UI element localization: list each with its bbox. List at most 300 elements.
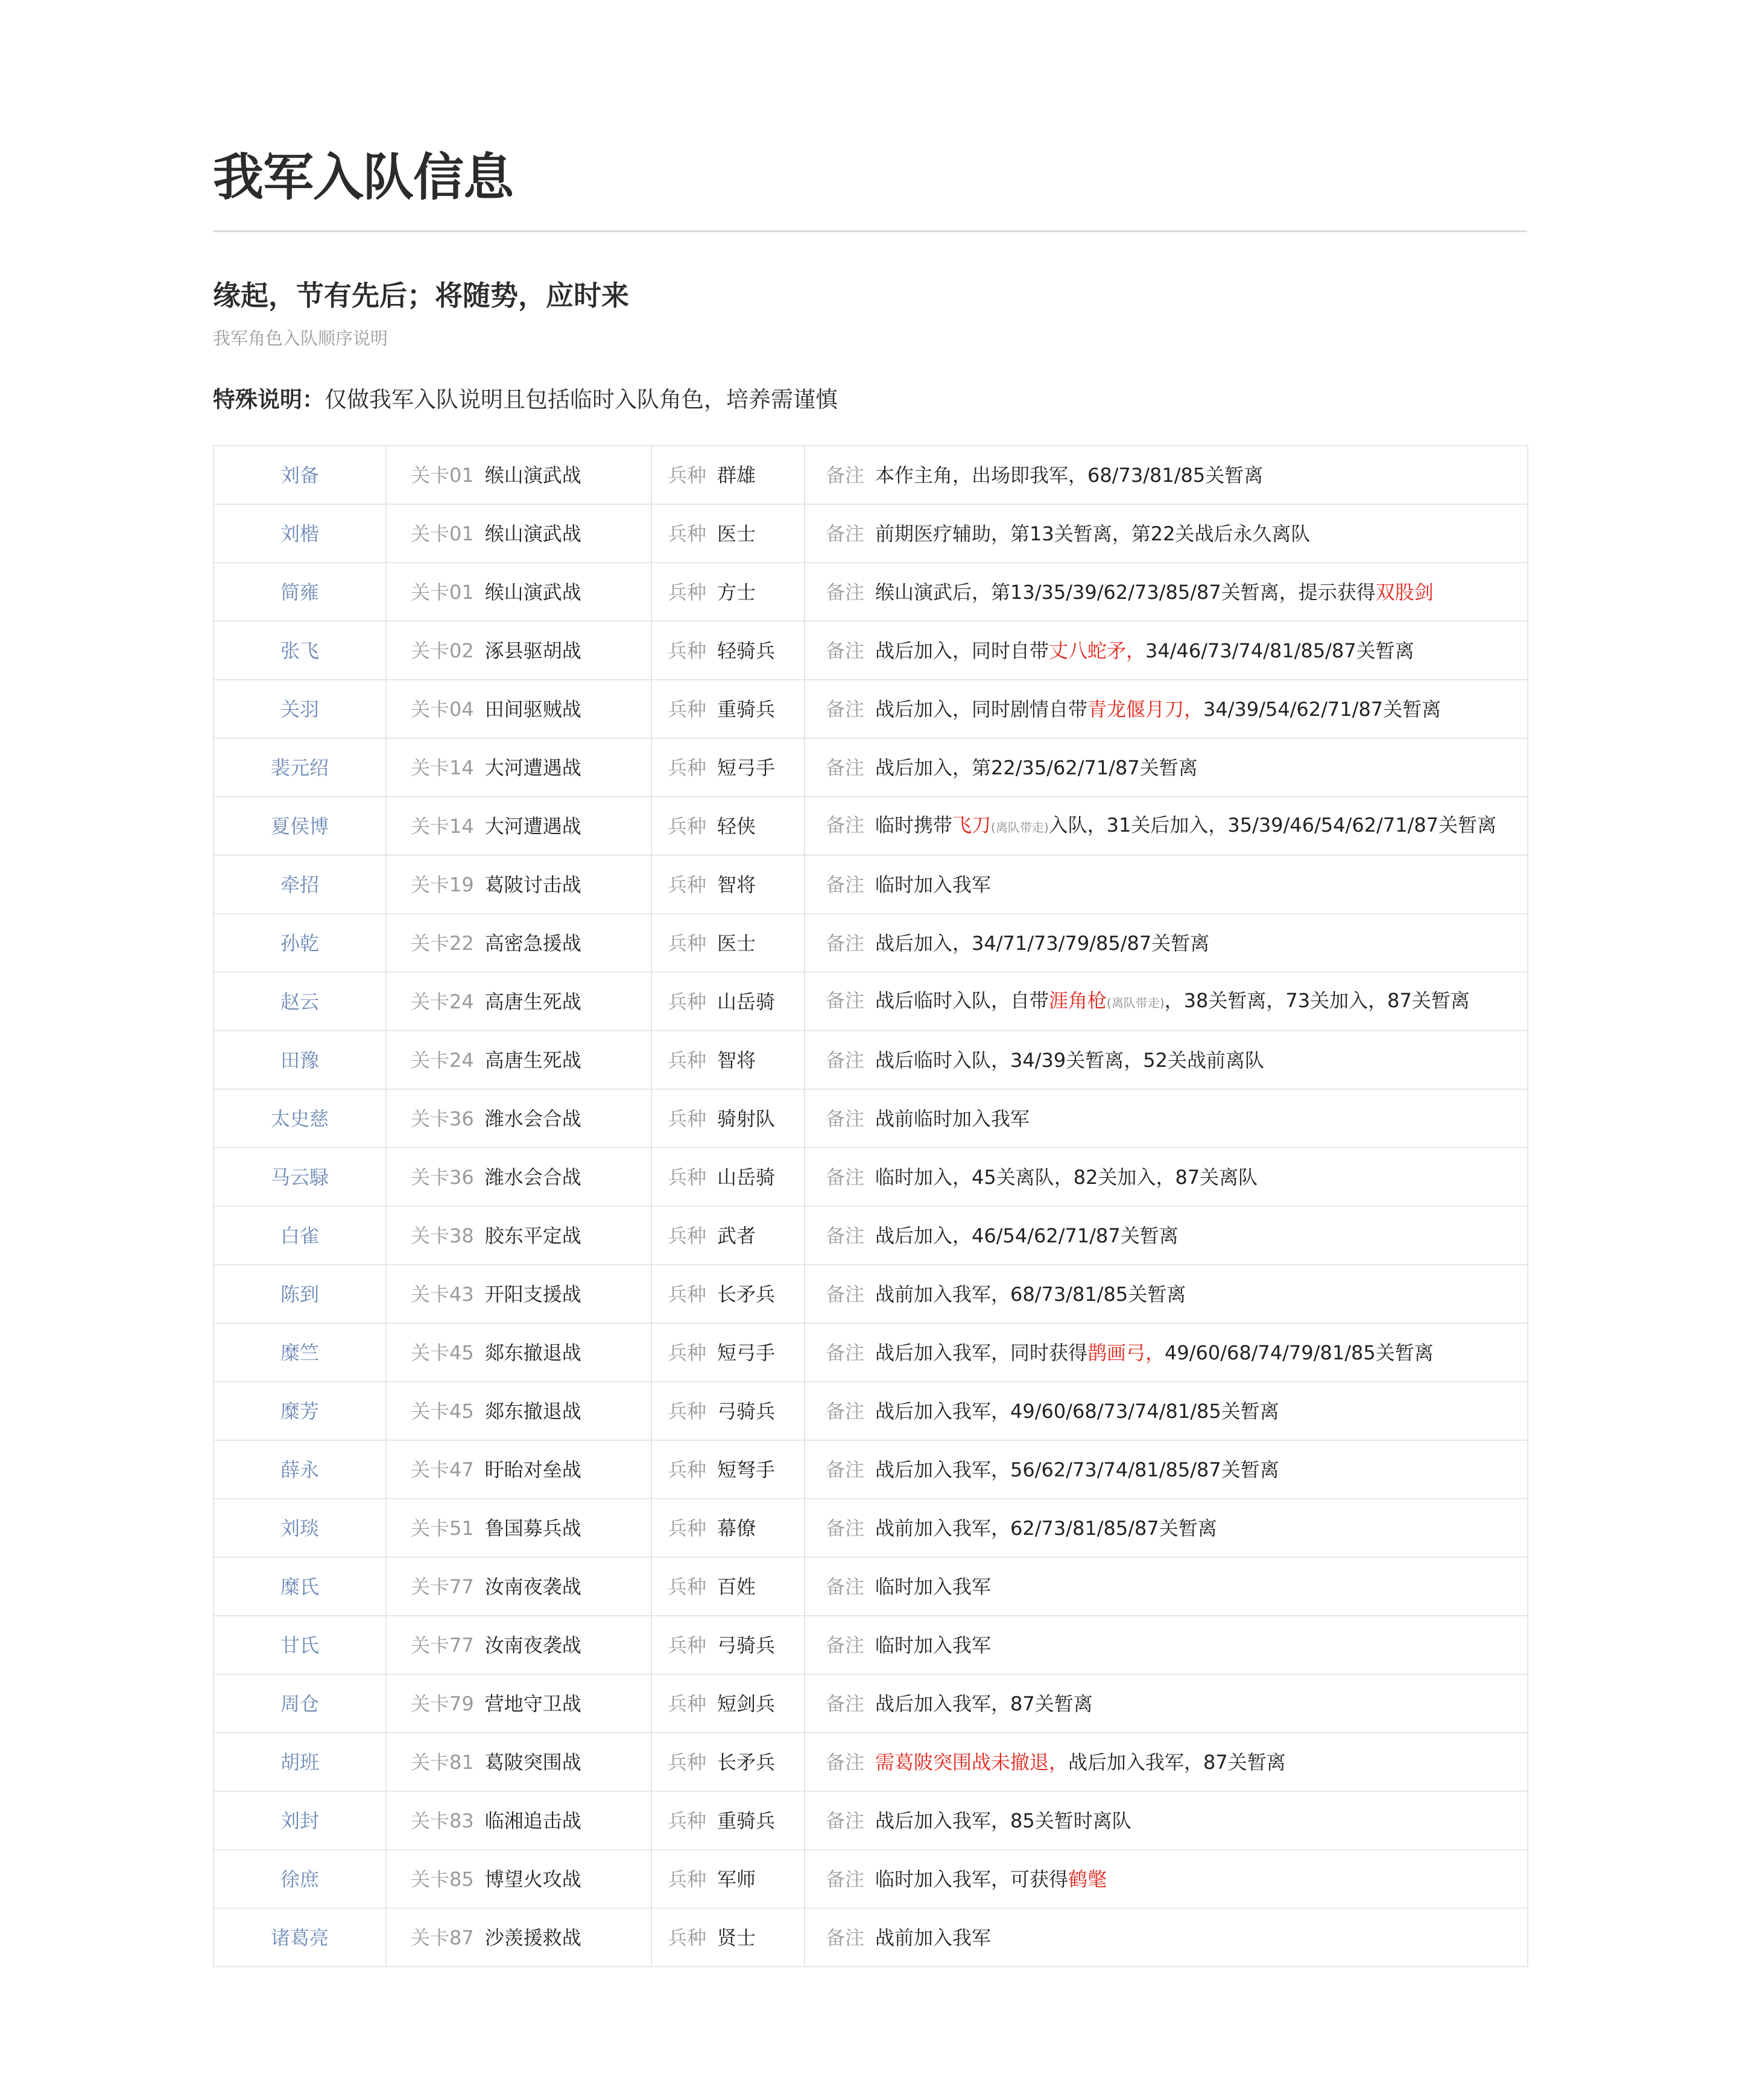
remark-cell: [805, 1031, 1528, 1089]
level-number: 04: [449, 697, 474, 721]
unit-type-cell: [651, 1791, 805, 1850]
unit-type-value: 山岳骑: [717, 1165, 776, 1189]
remark-cell: [805, 1265, 1528, 1323]
level-label-text: 关卡: [411, 1224, 450, 1247]
remark-cell: [805, 738, 1528, 797]
remark-label: 备注: [826, 639, 865, 662]
unit-type-label: 兵种: [668, 639, 707, 662]
remark-text: 战后加入我军，87关暂离: [875, 1692, 1093, 1715]
unit-type-value: 山岳骑: [717, 990, 776, 1013]
level-cell: [386, 1733, 651, 1791]
battle-name: 葛陂突围战: [484, 1750, 581, 1774]
special-note-label: 特殊说明：: [213, 387, 324, 413]
level-label-text: 关卡: [411, 1048, 450, 1072]
level-number: 24: [449, 1048, 474, 1072]
battle-name: 博望火攻战: [484, 1867, 581, 1891]
table-row: [214, 1206, 1528, 1265]
level-number: 47: [449, 1458, 474, 1481]
battle-name: 盱眙对垒战: [484, 1458, 581, 1481]
unit-type-label: 兵种: [668, 1516, 707, 1540]
level-label-text: 关卡: [411, 756, 450, 779]
remark-label: 备注: [826, 463, 865, 487]
unit-type-cell: [651, 1674, 805, 1733]
remark-label: 备注: [826, 580, 865, 604]
remark-text: 战前加入我军，62/73/81/85/87关暂离: [875, 1516, 1217, 1540]
character-name: 张飞: [214, 621, 386, 680]
remark-label: 备注: [826, 1867, 865, 1891]
unit-type-cell: [651, 1323, 805, 1382]
remark-cell: [805, 855, 1528, 914]
unit-type-label: 兵种: [668, 580, 707, 604]
unit-type-label: 兵种: [668, 1926, 707, 1949]
level-label: [411, 522, 474, 545]
level-label-text: 关卡: [411, 814, 450, 838]
level-cell: [386, 1440, 651, 1499]
level-label: [411, 1224, 474, 1247]
level-number: 01: [449, 580, 474, 604]
character-name: 薛永: [214, 1440, 386, 1499]
unit-type-value: 短弓手: [717, 1341, 776, 1364]
remark-cell: [805, 1089, 1528, 1148]
battle-name: 临湘追击战: [484, 1809, 581, 1832]
level-label-text: 关卡: [411, 1282, 450, 1306]
remark-cell: [805, 1206, 1528, 1265]
table-row: [214, 914, 1528, 972]
remark-cell: [805, 1733, 1528, 1791]
level-label-text: 关卡: [411, 990, 450, 1013]
remark-text: 战前加入我军: [875, 1926, 992, 1949]
level-label-text: 关卡: [411, 1516, 450, 1540]
level-label-text: 关卡: [411, 1575, 450, 1598]
level-label: [411, 698, 474, 721]
character-name: 赵云: [214, 972, 386, 1031]
character-name: 糜氏: [214, 1557, 386, 1616]
level-cell: [386, 1031, 651, 1089]
character-name: 糜芳: [214, 1382, 386, 1440]
unit-type-value: 短弩手: [717, 1458, 776, 1481]
battle-name: 高唐生死战: [484, 990, 581, 1013]
level-label: [411, 756, 474, 779]
battle-name: 鲁国募兵战: [484, 1516, 581, 1540]
unit-type-value: 短弓手: [717, 756, 776, 779]
unit-type-cell: [651, 1089, 805, 1148]
character-name: 周仓: [214, 1674, 386, 1733]
remark-label: 备注: [826, 1692, 865, 1715]
remark-cell: [805, 1148, 1528, 1206]
level-label-text: 关卡: [411, 580, 450, 604]
level-cell: [386, 680, 651, 738]
section-subtitle: 缘起，节有先后；将随势，应时来: [213, 279, 629, 312]
remark-text: 战后加入，第22/35/62/71/87关暂离: [875, 756, 1198, 779]
remark-cell: [805, 1382, 1528, 1440]
level-label-text: 关卡: [411, 873, 450, 896]
remark-text: 战后加入，46/54/62/71/87关暂离: [875, 1224, 1179, 1247]
unit-type-value: 长矛兵: [717, 1282, 776, 1306]
level-label: [411, 1868, 474, 1891]
remark-text: 战前临时加入我军: [875, 1107, 1030, 1130]
unit-type-cell: [651, 446, 805, 504]
level-label-text: 关卡: [411, 639, 450, 662]
character-name: 牵招: [214, 855, 386, 914]
unit-type-label: 兵种: [668, 463, 707, 487]
remark-text: 49/60/68/74/79/81/85关暂离: [1165, 1341, 1434, 1364]
level-number: 01: [449, 522, 474, 545]
remark-text: 战后加入我军，85关暂时离队: [875, 1809, 1131, 1832]
table-row: [214, 1557, 1528, 1616]
character-name: 孙乾: [214, 914, 386, 972]
level-cell: [386, 797, 651, 855]
unit-type-label: 兵种: [668, 990, 707, 1013]
remark-label: 备注: [826, 1399, 865, 1423]
table-row: [214, 1908, 1528, 1967]
remark-text: 临时加入我军: [875, 873, 992, 896]
level-label: [411, 1107, 474, 1130]
remark-text: 临时加入我军: [875, 1575, 992, 1598]
unit-type-cell: [651, 1031, 805, 1089]
level-cell: [386, 972, 651, 1031]
level-label: [411, 1809, 474, 1832]
remark-text: 本作主角，出场即我军，68/73/81/85关暂离: [875, 463, 1264, 487]
level-cell: [386, 563, 651, 621]
table-row: [214, 1791, 1528, 1850]
level-number: 14: [449, 756, 474, 779]
remark-footnote: (离队带走): [991, 820, 1049, 835]
level-cell: [386, 1323, 651, 1382]
level-cell: [386, 1674, 651, 1733]
unit-type-cell: [651, 504, 805, 563]
table-row: [214, 1733, 1528, 1791]
unit-type-label: 兵种: [668, 1399, 707, 1423]
battle-name: 郯东撤退战: [484, 1399, 581, 1423]
unit-type-value: 重骑兵: [717, 697, 776, 721]
battle-name: 汝南夜袭战: [484, 1575, 581, 1598]
table-row: [214, 621, 1528, 680]
remark-text: 34/39/54/62/71/87关暂离: [1203, 697, 1441, 721]
level-number: 02: [449, 639, 474, 662]
remark-label: 备注: [826, 873, 865, 896]
level-number: 43: [449, 1282, 474, 1306]
table-row: [214, 738, 1528, 797]
level-cell: [386, 1265, 651, 1323]
level-number: 87: [449, 1926, 474, 1949]
level-label: [411, 1341, 474, 1364]
remark-highlight: 丈八蛇矛，: [1049, 639, 1146, 662]
unit-type-value: 短剑兵: [717, 1692, 776, 1715]
level-cell: [386, 1616, 651, 1674]
remark-highlight: 需葛陂突围战未撤退，: [875, 1750, 1069, 1774]
level-cell: [386, 1148, 651, 1206]
level-label: [411, 1692, 474, 1715]
remark-text: 战后加入，同时剧情自带: [875, 697, 1088, 721]
unit-type-value: 幕僚: [717, 1516, 756, 1540]
level-label-text: 关卡: [411, 1692, 450, 1715]
remark-cell: [805, 563, 1528, 621]
unit-type-cell: [651, 972, 805, 1031]
level-number: 36: [449, 1107, 474, 1130]
remark-highlight: 双股剑: [1375, 580, 1434, 604]
remark-label: 备注: [826, 522, 865, 545]
level-label-text: 关卡: [411, 1458, 450, 1481]
level-label-text: 关卡: [411, 931, 450, 955]
remark-label: 备注: [826, 1048, 865, 1072]
remark-text: 战后加入我军，49/60/68/73/74/81/85关暂离: [875, 1399, 1279, 1423]
unit-type-cell: [651, 914, 805, 972]
battle-name: 缑山演武战: [484, 580, 581, 604]
level-cell: [386, 1499, 651, 1557]
remark-highlight: 鹊画弓，: [1087, 1341, 1165, 1364]
battle-name: 高密急援战: [484, 931, 581, 955]
remark-text: 临时加入我军: [875, 1633, 992, 1657]
level-label-text: 关卡: [411, 1750, 450, 1774]
battle-name: 汝南夜袭战: [484, 1633, 581, 1657]
unit-type-cell: [651, 1206, 805, 1265]
level-label: [411, 581, 474, 604]
remark-label: 备注: [826, 988, 865, 1012]
battle-name: 营地守卫战: [484, 1692, 581, 1715]
remark-text: 战后加入我军，同时获得: [875, 1341, 1088, 1364]
remark-label: 备注: [826, 1516, 865, 1540]
unit-type-label: 兵种: [668, 1282, 707, 1306]
unit-type-cell: [651, 621, 805, 680]
level-cell: [386, 855, 651, 914]
table-row: [214, 563, 1528, 621]
level-number: 45: [449, 1341, 474, 1364]
unit-type-cell: [651, 1908, 805, 1967]
level-label-text: 关卡: [411, 1926, 450, 1949]
level-cell: [386, 504, 651, 563]
remark-cell: [805, 972, 1528, 1031]
battle-name: 大河遭遇战: [484, 814, 581, 838]
remark-label: 备注: [826, 1633, 865, 1657]
remark-cell: [805, 797, 1528, 855]
remark-text: 战后临时入队，34/39关暂离，52关战前离队: [875, 1048, 1264, 1072]
level-cell: [386, 1206, 651, 1265]
unit-type-value: 骑射队: [717, 1107, 776, 1130]
remark-footnote: (离队带走): [1107, 995, 1165, 1010]
battle-name: 胶东平定战: [484, 1224, 581, 1247]
level-label-text: 关卡: [411, 1107, 450, 1130]
unit-type-value: 群雄: [717, 463, 756, 487]
table-row: [214, 504, 1528, 563]
unit-type-cell: [651, 1265, 805, 1323]
level-number: 45: [449, 1399, 474, 1423]
unit-type-cell: [651, 1148, 805, 1206]
unit-type-label: 兵种: [668, 814, 707, 838]
table-row: [214, 855, 1528, 914]
unit-type-value: 轻侠: [717, 814, 756, 838]
level-label: [411, 1049, 474, 1072]
character-name: 刘备: [214, 446, 386, 504]
character-name: 糜竺: [214, 1323, 386, 1382]
remark-cell: [805, 621, 1528, 680]
level-cell: [386, 1089, 651, 1148]
remark-label: 备注: [826, 1750, 865, 1774]
battle-name: 沙羡援救战: [484, 1926, 581, 1949]
remark-text: 战后加入我军，87关暂离: [1068, 1750, 1286, 1774]
unit-type-value: 武者: [717, 1224, 756, 1247]
remark-text: 战后加入我军，56/62/73/74/81/85/87关暂离: [875, 1458, 1279, 1481]
level-number: 36: [449, 1165, 474, 1189]
remark-cell: [805, 446, 1528, 504]
character-name: 关羽: [214, 680, 386, 738]
table-row: [214, 1440, 1528, 1499]
remark-label: 备注: [826, 1224, 865, 1247]
level-cell: [386, 1557, 651, 1616]
level-label-text: 关卡: [411, 522, 450, 545]
remark-cell: [805, 1850, 1528, 1908]
special-note-text: 仅做我军入队说明且包括临时入队角色，培养需谨慎: [324, 387, 838, 413]
level-label-text: 关卡: [411, 1165, 450, 1189]
battle-name: 缑山演武战: [484, 463, 581, 487]
unit-type-value: 贤士: [717, 1926, 756, 1949]
unit-type-value: 弓骑兵: [717, 1399, 776, 1423]
level-label: [411, 1166, 474, 1189]
unit-type-label: 兵种: [668, 697, 707, 721]
level-label: [411, 1575, 474, 1598]
remark-cell: [805, 1499, 1528, 1557]
remark-cell: [805, 1616, 1528, 1674]
level-label: [411, 815, 474, 838]
remark-label: 备注: [826, 697, 865, 721]
remark-text: 临时携带: [875, 813, 953, 837]
unit-type-value: 弓骑兵: [717, 1633, 776, 1657]
level-label-text: 关卡: [411, 1341, 450, 1364]
remark-text: 战前加入我军，68/73/81/85关暂离: [875, 1282, 1186, 1306]
level-label: [411, 873, 474, 896]
title-divider: [213, 230, 1527, 232]
table-row: [214, 1031, 1528, 1089]
unit-type-value: 智将: [717, 873, 756, 896]
unit-type-cell: [651, 563, 805, 621]
battle-name: 潍水会合战: [484, 1165, 581, 1189]
character-name: 田豫: [214, 1031, 386, 1089]
unit-type-label: 兵种: [668, 873, 707, 896]
remark-highlight: 青龙偃月刀，: [1087, 697, 1204, 721]
unit-type-value: 百姓: [717, 1575, 756, 1598]
remark-text: 战后临时入队，自带: [875, 988, 1049, 1012]
unit-type-label: 兵种: [668, 931, 707, 955]
character-name: 刘琰: [214, 1499, 386, 1557]
unit-type-value: 医士: [717, 522, 756, 545]
remark-cell: [805, 1791, 1528, 1850]
level-cell: [386, 621, 651, 680]
unit-type-cell: [651, 680, 805, 738]
table-row: [214, 446, 1528, 504]
level-label: [411, 639, 474, 662]
unit-type-label: 兵种: [668, 1867, 707, 1891]
unit-type-label: 兵种: [668, 1165, 707, 1189]
table-row: [214, 972, 1528, 1031]
level-number: 24: [449, 990, 474, 1013]
level-label: [411, 464, 474, 487]
character-name: 裴元绍: [214, 738, 386, 797]
remark-text: 前期医疗辅助，第13关暂离，第22关战后永久离队: [875, 522, 1311, 545]
unit-type-label: 兵种: [668, 1048, 707, 1072]
unit-type-cell: [651, 855, 805, 914]
special-note: [213, 384, 838, 416]
unit-type-cell: [651, 1616, 805, 1674]
unit-type-cell: [651, 1850, 805, 1908]
remark-highlight: 涯角枪: [1049, 988, 1107, 1012]
level-label-text: 关卡: [411, 697, 450, 721]
character-name: 夏侯博: [214, 797, 386, 855]
unit-type-label: 兵种: [668, 756, 707, 779]
battle-name: 大河遭遇战: [484, 756, 581, 779]
level-label: [411, 1634, 474, 1657]
table-row: [214, 1089, 1528, 1148]
unit-type-value: 重骑兵: [717, 1809, 776, 1832]
remark-text: 战后加入，34/71/73/79/85/87关暂离: [875, 931, 1210, 955]
remark-label: 备注: [826, 1341, 865, 1364]
level-number: 83: [449, 1809, 474, 1832]
character-name: 甘氏: [214, 1616, 386, 1674]
remark-cell: [805, 504, 1528, 563]
unit-type-label: 兵种: [668, 1107, 707, 1130]
level-label-text: 关卡: [411, 1633, 450, 1657]
character-name: 诸葛亮: [214, 1908, 386, 1967]
remark-cell: [805, 914, 1528, 972]
character-name: 胡班: [214, 1733, 386, 1791]
table-row: [214, 1265, 1528, 1323]
character-name: 陈到: [214, 1265, 386, 1323]
remark-label: 备注: [826, 1107, 865, 1130]
level-cell: [386, 738, 651, 797]
unit-type-value: 方士: [717, 580, 756, 604]
level-label: [411, 1751, 474, 1774]
level-cell: [386, 1908, 651, 1967]
level-label: [411, 1458, 474, 1481]
character-name: 白雀: [214, 1206, 386, 1265]
remark-cell: [805, 1674, 1528, 1733]
battle-name: 缑山演武战: [484, 522, 581, 545]
unit-type-value: 医士: [717, 931, 756, 955]
level-number: 38: [449, 1224, 474, 1247]
character-name: 太史慈: [214, 1089, 386, 1148]
level-cell: [386, 1850, 651, 1908]
level-label: [411, 932, 474, 955]
level-label: [411, 1283, 474, 1306]
battle-name: 郯东撤退战: [484, 1341, 581, 1364]
character-name: 刘封: [214, 1791, 386, 1850]
level-number: 77: [449, 1633, 474, 1657]
battle-name: 葛陂讨击战: [484, 873, 581, 896]
unit-type-cell: [651, 1440, 805, 1499]
remark-cell: [805, 680, 1528, 738]
level-number: 14: [449, 814, 474, 838]
level-label-text: 关卡: [411, 1399, 450, 1423]
level-number: 81: [449, 1750, 474, 1774]
unit-type-label: 兵种: [668, 1809, 707, 1832]
remark-label: 备注: [826, 1926, 865, 1949]
unit-type-cell: [651, 1382, 805, 1440]
unit-type-value: 长矛兵: [717, 1750, 776, 1774]
unit-type-cell: [651, 1499, 805, 1557]
level-label-text: 关卡: [411, 1867, 450, 1891]
remark-label: 备注: [826, 1575, 865, 1598]
table-row: [214, 1323, 1528, 1382]
roster-table: [213, 445, 1528, 1967]
unit-type-value: 轻骑兵: [717, 639, 776, 662]
roster-table-body: [214, 446, 1528, 1967]
battle-name: 高唐生死战: [484, 1048, 581, 1072]
table-row: [214, 680, 1528, 738]
level-label-text: 关卡: [411, 463, 450, 487]
character-name: 简雍: [214, 563, 386, 621]
remark-text: 缑山演武后，第13/35/39/62/73/85/87关暂离，提示获得: [875, 580, 1376, 604]
unit-type-cell: [651, 1557, 805, 1616]
remark-text: 临时加入我军，可获得: [875, 1867, 1069, 1891]
unit-type-label: 兵种: [668, 1692, 707, 1715]
